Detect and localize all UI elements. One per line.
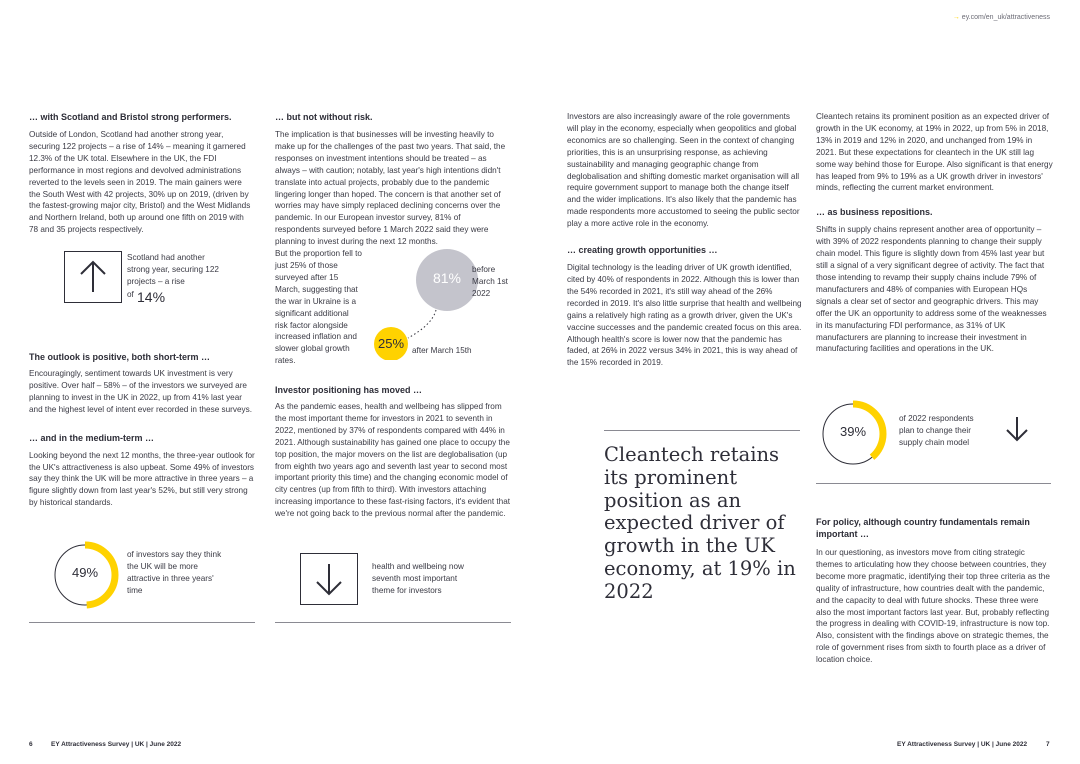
header-link-text: ey.com/en_uk/attractiveness bbox=[961, 14, 1050, 21]
heading-scotland: … with Scotland and Bristol strong performers. bbox=[29, 112, 232, 122]
arrow-down-icon bbox=[301, 554, 357, 604]
heading-outlook: The outlook is positive, both short-term … bbox=[29, 352, 211, 362]
donut-49-value: 49% bbox=[71, 565, 99, 580]
divider-quote bbox=[604, 430, 800, 431]
heading-medium-term: … and in the medium-term … bbox=[29, 432, 155, 443]
arrow-down-icon bbox=[1004, 414, 1030, 444]
paragraph-cleantech: Cleantech retains its prominent position as an expected driver of growth in the UK economy, at 19% in 2022, up from 5% in 2018, 13% in 2019 and 12% in 2020, and unchanged from 19% in 2021. But these expectations for cleantech in the UK still lag some way behind those for Europe. Also significant is that energy has leaped from 9% to 19% as a UK growth driver in investors' minds, reflecting the current market environment. bbox=[816, 112, 1053, 193]
paragraph-medium-term: Looking beyond the next 12 months, the three-year outlook for the UK's attractiveness is also upbeat. Some 49% of investors say they think the UK will be more attractive in three years – a figure slightly down from last year's 52%, but still very strong by historical standards. bbox=[29, 450, 255, 508]
column-3 bbox=[567, 111, 803, 369]
column-4-lower bbox=[816, 516, 1053, 666]
bubble-25-value: 25% bbox=[377, 336, 405, 351]
column-1-lower bbox=[29, 351, 255, 509]
column-4 bbox=[816, 111, 1053, 355]
paragraph-supply-chains: Shifts in supply chains represent another area of opportunity – with 39% of 2022 respondents planning to change their supply chain model. This figure is slightly down from 45% last year but still a signal of a very significant degree of activity. The fact that those intending to revamp their supply chains include 79% of manufacturers and 48% of companies with European HQs signals a clear set of sector and geographic drivers. This may offer the UK an opportunity to address some of the weaknesses in its manufacturing FDI performance, as 31% of UK manufacturers are planning to increase their investment in manufacturing facilities and operations in the UK. bbox=[816, 225, 1047, 354]
arrow-up-icon bbox=[65, 252, 121, 302]
divider-col4 bbox=[816, 483, 1051, 484]
stat-scotland-value: 14% bbox=[137, 289, 166, 305]
donut-39-value: 39% bbox=[839, 424, 867, 439]
paragraph-risk: The implication is that businesses will be investing heavily to make up for the challenges of the past two years. That said, the responses on investment intentions should be treated – as always – with caution; notably, last year's high intentions didn't translate into actual projects, probably due to the pandemic lingering longer than hoped. The concern is that another set of worries may have simply replaced declining concerns over the pandemic. In our European investor survey, 81% of respondents surveyed before 1 March 2022 said they were planning to invest during the next 12 months. bbox=[275, 130, 506, 247]
bubble-25-label: after March 15th bbox=[412, 346, 472, 355]
stat-supply-text: of 2022 respondents plan to change their supply chain model bbox=[899, 414, 974, 447]
bubble-81-label: before March 1st 2022 bbox=[472, 265, 508, 298]
arrow-right-icon: → bbox=[952, 14, 960, 21]
pull-quote: Cleantech retains its prominent position as an expected driver of growth in the UK economy, at 19% in 2022 bbox=[604, 443, 796, 603]
stat-health-text: health and wellbeing now seventh most important theme for investors bbox=[372, 562, 464, 595]
header-link[interactable] bbox=[953, 14, 1050, 21]
footer-left-page: 6 bbox=[29, 741, 33, 748]
heading-policy: For policy, although country fundamentals remain important … bbox=[816, 517, 1030, 539]
footer-right-text: EY Attractiveness Survey | UK | June 2022 bbox=[897, 741, 1028, 748]
paragraph-outlook: Encouragingly, sentiment towards UK investment is very positive. Over half – 58% – of the investors we surveyed are planning to invest in the UK in 2022, up from 41% last year and the highest level of intent ever recorded in these surveys. bbox=[29, 369, 253, 414]
paragraph-positioning: As the pandemic eases, health and wellbeing has slipped from the most important theme for investors in 2021 to seventh in 2022, mentioned by 37% of respondents compared with 44% in 2021. Although sustainability has gained one place to occupy the top position, the major movers on the list are deglobalisation (up from eighth two years ago and seventh last year to second most important priority this time) and the changing economic model of city centres (up from fifth to third). With investors attaching increasing importance to these fast-rising factors, it's evident that we're not going back to the previous normal after the pandemic. bbox=[275, 402, 511, 519]
bubble-81-value: 81% bbox=[432, 270, 462, 286]
paragraph-governments: Investors are also increasingly aware of the role governments will play in the economy, especially when geopolitics and global economics are so challenging. Seen in the context of changing priorities, this is an unsurprising response, as achieving sustainability and managing geographic change from deglobalisation and shifting domestic market organisation will all require government support to manage both the change itself and the wider implications. It's also likely that the pandemic has made respondents more accustomed to seeing the public sector play a more active role in the economy. bbox=[567, 112, 800, 229]
heading-positioning: Investor positioning has moved … bbox=[275, 385, 423, 395]
column-1 bbox=[29, 111, 255, 236]
paragraph-growth: Digital technology is the leading driver of UK growth identified, cited by 40% of respondents in 2022. Although this is lower than the 54% recorded in 2021, it's still way ahead of the 26% recorded in 2019. It's also little surprise that health and wellbeing gains a relatively high rating as a growth driver, given the UK's vaccine successes and the pandemic created focus on this area. Although health's score is lower now that the pandemic has faded, at 26% in 2022 versus 34% in 2021, this is way ahead of the 15% recorded in 2019. bbox=[567, 263, 802, 368]
down-arrow-box bbox=[300, 553, 358, 605]
divider-col1 bbox=[29, 622, 255, 623]
stat-scotland-text: Scotland had another strong year, securing 122 projects – a rise bbox=[127, 253, 219, 286]
paragraph-policy: In our questioning, as investors move from citing strategic themes to articulating how they choose between countries, they become more pragmatic, identifying their top three criteria as the quality of infrastructure, how countries dealt with the pandemic, and the capacity to deal with future shocks. These three were also the most important factors last year. But, probably reflecting the progress in dealing with COVID-19, infrastructure is now top. Also, consistent with the findings above on strategic themes, the role of government rises from sixth to fourth place as a driver of location choice. bbox=[816, 548, 1050, 665]
column-2-lower bbox=[275, 384, 515, 520]
paragraph-risk-b: But the proportion fell to just 25% of those surveyed after 15 March, suggesting that the war in Ukraine is a significant additional risk factor alongside increased inflation and slower global growth rates. bbox=[275, 249, 362, 366]
footer-left-text: EY Attractiveness Survey | UK | June 2022 bbox=[51, 741, 182, 748]
stat-scotland-of: of bbox=[127, 290, 134, 299]
divider-col2 bbox=[275, 622, 511, 623]
heading-growth: … creating growth opportunities … bbox=[567, 245, 718, 256]
footer-right-page: 7 bbox=[1046, 741, 1050, 748]
stat-attractive-text: of investors say they think the UK will be more attractive in three years' time bbox=[127, 550, 222, 595]
up-arrow-box bbox=[64, 251, 122, 303]
heading-risk: … but not without risk. bbox=[275, 112, 373, 122]
paragraph-scotland: Outside of London, Scotland had another strong year, securing 122 projects – a rise of 14% – meaning it garnered 12.3% of the UK total. Elsewhere in the UK, the FDI performance in most regions and devolved administrations reverted to the levels seen in 2019. The main gainers were the South West with 42 projects, 30% up on 2019, (driven by the fastest-growing major city, Bristol) and the West Midlands and Northern Ireland, both up around one fifth on 2019 with 78 and 35 projects respectively. bbox=[29, 130, 251, 235]
heading-business: … as business repositions. bbox=[816, 207, 933, 218]
